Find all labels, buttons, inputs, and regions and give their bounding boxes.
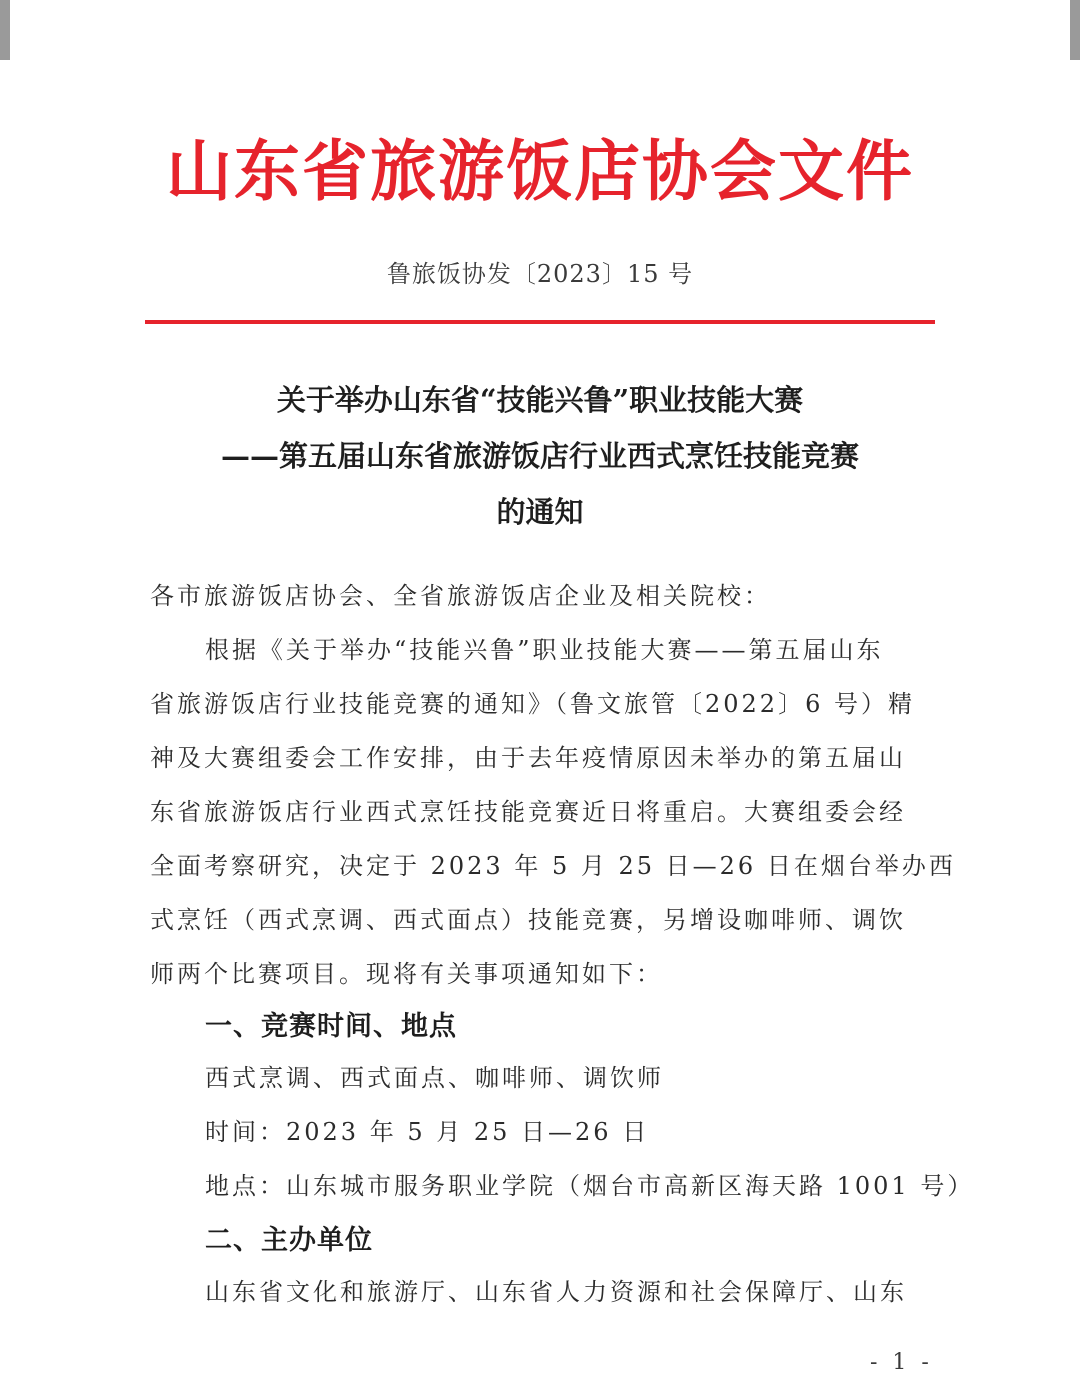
section-heading: 二、主办单位 <box>205 1225 373 1256</box>
scan-edge-left <box>0 0 10 60</box>
notice-title <box>0 372 1080 540</box>
paragraph-line: 全面考察研究，决定于 2023 年 5 月 25 日—26 日在烟台举办西 <box>150 852 956 880</box>
addressee: 各市旅游饭店协会、全省旅游饭店企业及相关院校： <box>150 582 771 610</box>
paragraph-line: 根据《关于举办“技能兴鲁”职业技能大赛——第五届山东 <box>205 636 884 664</box>
paragraph-line: 神及大赛组委会工作安排，由于去年疫情原因未举办的第五届山 <box>150 744 906 772</box>
red-divider <box>145 320 935 324</box>
paragraph-line: 师两个比赛项目。现将有关事项通知如下： <box>150 960 663 988</box>
section-place: 地点：山东城市服务职业学院（烟台市高新区海天路 1001 号） <box>205 1172 975 1200</box>
section-organizers: 山东省文化和旅游厅、山东省人力资源和社会保障厅、山东 <box>205 1278 907 1306</box>
notice-title-line: 关于举办山东省“技能兴鲁”职业技能大赛 <box>276 383 804 417</box>
section-time: 时间：2023 年 5 月 25 日—26 日 <box>205 1118 650 1146</box>
section-heading: 一、竞赛时间、地点 <box>205 1011 457 1042</box>
paragraph-line: 省旅游饭店行业技能竞赛的通知》（鲁文旅管〔2022〕6 号）精 <box>150 690 915 718</box>
notice-title-line: ——第五届山东省旅游饭店行业西式烹饪技能竞赛 <box>220 439 859 473</box>
document-number: 鲁旅饭协发〔2023〕15 号 <box>386 260 694 288</box>
scan-edge-right <box>1070 0 1080 60</box>
document-header-title: 山东省旅游饭店协会文件 <box>166 132 914 210</box>
paragraph-line: 东省旅游饭店行业西式烹饪技能竞赛近日将重启。大赛组委会经 <box>150 798 906 826</box>
paragraph-line: 式烹饪（西式烹调、西式面点）技能竞赛，另增设咖啡师、调饮 <box>150 906 906 934</box>
notice-title-line: 的通知 <box>496 495 584 529</box>
page-number: - 1 - <box>870 1350 933 1375</box>
section-events: 西式烹调、西式面点、咖啡师、调饮师 <box>205 1064 664 1092</box>
